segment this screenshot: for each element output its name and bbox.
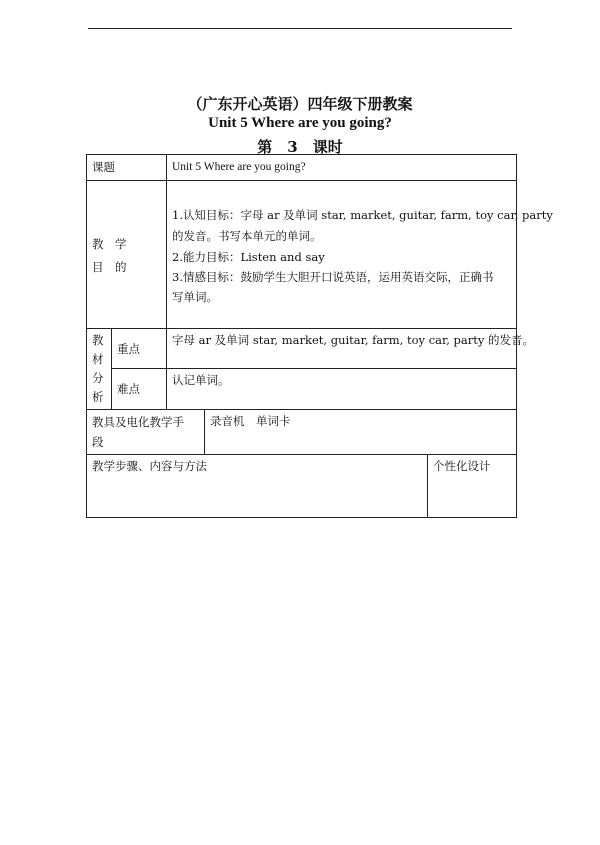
key-point-value: 字母 ar 及单词 star, market, guitar, farm, toy car, party 的发音。	[172, 333, 535, 347]
goals-line: 2.能力目标：Listen and say	[172, 250, 325, 264]
analysis-label-char: 析	[92, 390, 104, 404]
unit-title: Unit 5 Where are you going?	[208, 115, 392, 131]
header-rule	[88, 28, 512, 29]
tools-value: 录音机 单词卡	[210, 414, 291, 428]
difficulty-value: 认记单词。	[172, 373, 230, 387]
goals-line: 3.情感目标：鼓励学生大胆开口说英语，运用英语交际，正确书	[172, 270, 494, 284]
row-divider	[86, 180, 517, 181]
goals-label-line2: 目 的	[92, 260, 127, 274]
key-point-label: 重点	[117, 342, 140, 356]
goals-line: 写单词。	[172, 290, 218, 304]
lesson-number: 第 3 课时	[257, 138, 343, 156]
steps-label: 教学步骤、内容与方法	[92, 459, 207, 473]
tools-label-line2: 段	[92, 435, 104, 449]
goals-line: 1.认知目标：字母 ar 及单词 star, market, guitar, farm, toy car, party	[172, 208, 553, 222]
analysis-label-char: 教	[92, 333, 104, 347]
personal-design-label: 个性化设计	[433, 459, 491, 473]
col-divider	[166, 154, 167, 328]
col-divider	[427, 454, 428, 518]
goals-label-line1: 教 学	[92, 237, 127, 251]
col-divider	[111, 328, 112, 409]
row-divider	[86, 454, 517, 455]
col-divider	[166, 328, 167, 409]
analysis-label-char: 分	[92, 371, 104, 385]
analysis-label-char: 材	[92, 352, 104, 366]
col-divider	[204, 409, 205, 454]
topic-label: 课题	[92, 160, 115, 174]
tools-label-line1: 教具及电化教学手	[92, 415, 184, 429]
row-divider	[86, 328, 517, 329]
difficulty-label: 难点	[117, 382, 140, 396]
topic-value: Unit 5 Where are you going?	[172, 161, 306, 173]
document-title: （广东开心英语）四年级下册教案	[187, 95, 413, 113]
goals-line: 的发音。书写本单元的单词。	[172, 229, 322, 243]
row-divider	[86, 409, 517, 410]
row-divider	[111, 368, 517, 369]
